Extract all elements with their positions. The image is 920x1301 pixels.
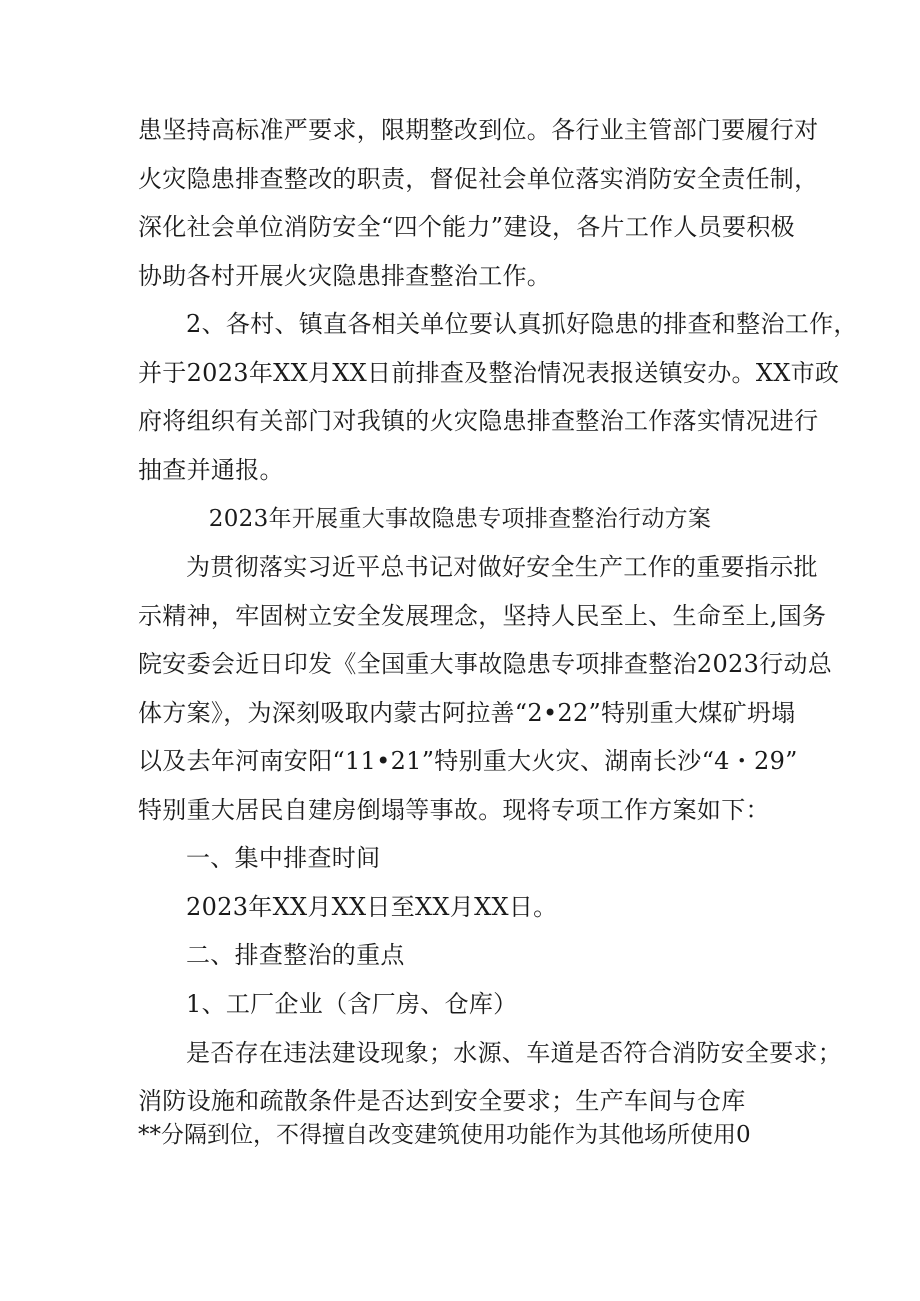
paragraph-line: 示精神，牢固树立安全发展理念，坚持人民至上、生命至上,国务 [138, 602, 827, 630]
paragraph-line: 患坚持高标准严要求，限期整改到位。各行业主管部门要履行对 [138, 116, 819, 144]
paragraph-line: 是否存在违法建设现象；水源、车道是否符合消防安全要求； [186, 1039, 843, 1067]
paragraph-line: 并于2023年XX月XX日前排查及整治情况表报送镇安办。XX市政 [138, 359, 840, 387]
paragraph-line: 协助各村开展火灾隐患排查整治工作。 [138, 262, 552, 290]
paragraph-line: **分隔到位，不得擅自改变建筑使用功能作为其他场所使用0 [138, 1122, 751, 1148]
section-heading: 一、集中排查时间 [186, 844, 381, 872]
paragraph-line: 火灾隐患排查整改的职责，督促社会单位落实消防安全责任制， [138, 165, 819, 193]
section-heading: 二、排查整治的重点 [186, 941, 405, 969]
paragraph-line: 2、各村、镇直各相关单位要认真抓好隐患的排查和整治工作， [186, 310, 858, 338]
paragraph-line: 体方案》，为深刻吸取内蒙古阿拉善“2•22”特别重大煤矿坍塌 [138, 699, 796, 727]
paragraph-line: 特别重大居民自建房倒塌等事故。现将专项工作方案如下： [138, 796, 770, 824]
paragraph-line: 府将组织有关部门对我镇的火灾隐患排查整治工作落实情况进行 [138, 407, 819, 435]
paragraph-line: 深化社会单位消防安全“四个能力”建设，各片工作人员要积极 [138, 213, 795, 241]
paragraph-line: 院安委会近日印发《全国重大事故隐患专项排查整治2023行动总 [138, 650, 833, 678]
paragraph-line: 抽查并通报。 [138, 456, 284, 484]
paragraph-line: 2023年XX月XX日至XX月XX日。 [186, 893, 558, 921]
paragraph-line: 消防设施和疏散条件是否达到安全要求；生产车间与仓库 [138, 1087, 746, 1115]
paragraph-line: 以及去年河南安阳“11•21”特别重大火灾、湖南长沙“4・29” [138, 747, 798, 775]
subsection-heading: 1、工厂企业（含厂房、仓库） [186, 990, 518, 1018]
paragraph-line: 为贯彻落实习近平总书记对做好安全生产工作的重要指示批 [186, 553, 818, 581]
section-title: 2023年开展重大事故隐患专项排查整治行动方案 [208, 506, 712, 532]
